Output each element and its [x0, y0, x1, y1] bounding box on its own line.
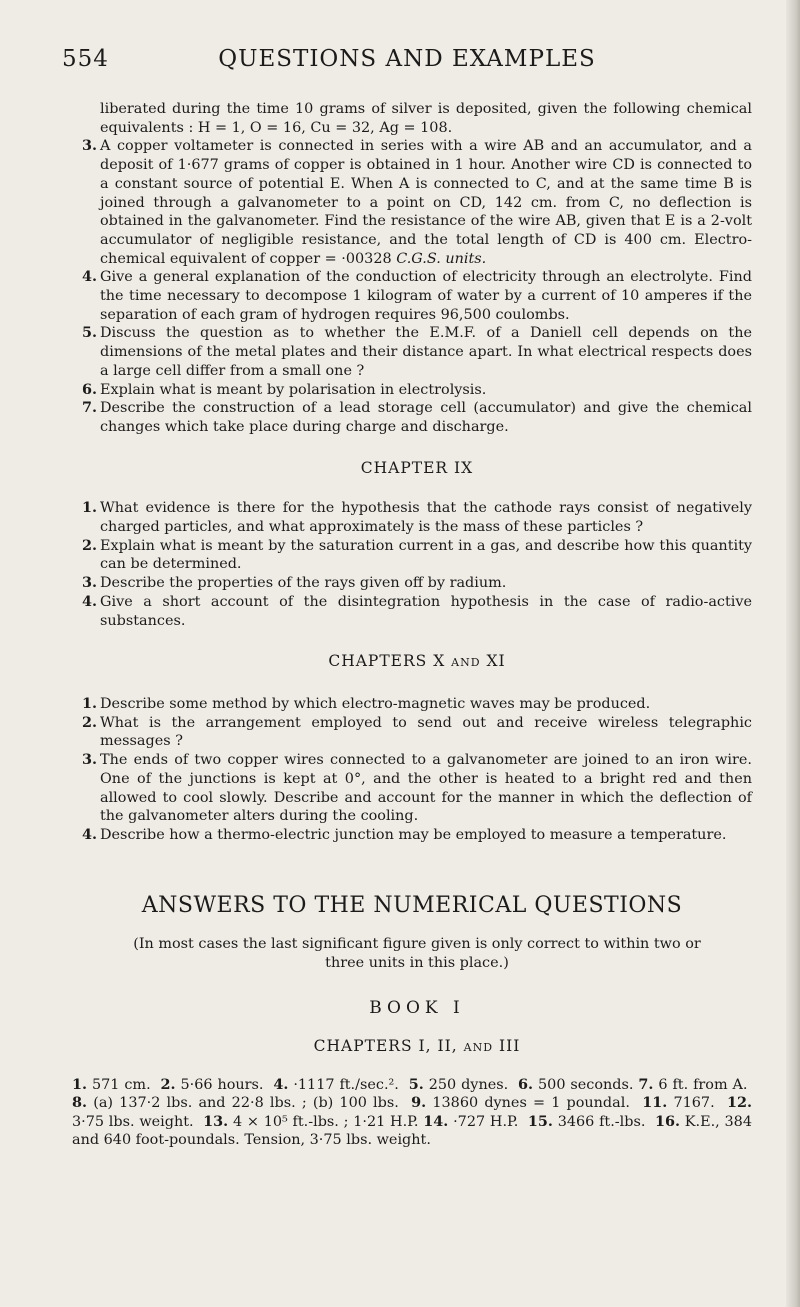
question-item: [82, 751, 752, 826]
answer-text: 250 dynes.: [428, 1077, 509, 1094]
answer-text: ·727 H.P.: [453, 1113, 519, 1130]
question-number: 1.: [82, 694, 98, 712]
chapter-heading: [82, 652, 752, 673]
answer-text: 500 seconds.: [538, 1077, 634, 1094]
answers-title: ANSWERS TO THE NUMERICAL QUESTIONS: [141, 892, 683, 918]
question-number: 3.: [82, 137, 98, 155]
question-text: Describe the construction of a lead storage cell (accumulator) and give the chemical changes which take place during charge and discharge.: [100, 400, 752, 435]
answer-number: 5.: [408, 1076, 424, 1094]
question-text: Explain what is meant by polarisation in electrolysis.: [100, 381, 487, 398]
question-text: Discuss the question as to whether the E.M.F. of a Daniell cell depends on the dimensions of the metal plates and their distance apart. In what electrical respects does a large cell differ from a small one ?: [100, 325, 752, 379]
answers-note: (In most cases the last significant figure given is only correct to within two or three units in this place.): [133, 936, 701, 972]
answer-number: 14.: [423, 1112, 449, 1130]
answer-text: 7167.: [673, 1095, 715, 1112]
chapter-heading-main: CHAPTERS X: [328, 652, 446, 671]
question-item: [82, 137, 752, 268]
answer-text: 5·66 hours.: [180, 1077, 264, 1094]
chapter-heading-end: XI: [486, 652, 506, 671]
question-text: Describe some method by which electro-magnetic waves may be produced.: [100, 695, 651, 712]
answer-text: (a) 137·2 lbs. and 22·8 lbs. ; (b) 100 lbs.: [93, 1095, 399, 1112]
answer-number: 8.: [72, 1094, 88, 1112]
question-text: Describe how a thermo-electric junction may be employed to measure a temperature.: [100, 826, 727, 843]
intro-paragraph: liberated during the time 10 grams of silver is deposited, given the following chemical equivalents : H = 1, O = 16, Cu = 32, Ag = 108.: [100, 101, 752, 136]
question-item: [82, 826, 752, 845]
question-item: [82, 381, 752, 400]
question-number: 2.: [82, 713, 98, 731]
answer-number: 16.: [654, 1112, 681, 1130]
question-item: [82, 399, 752, 436]
question-item: [82, 574, 752, 593]
chapter-heading: CHAPTER IX: [360, 458, 474, 477]
question-item: [82, 324, 752, 380]
chapter-heading: [82, 1037, 752, 1058]
question-italic-units: C.G.S. units.: [396, 250, 487, 267]
chapter-heading-and: AND: [463, 1041, 494, 1055]
answer-number: 13.: [203, 1112, 229, 1130]
question-item: [82, 714, 752, 751]
question-item: [82, 593, 752, 630]
answer-number: 15.: [527, 1112, 553, 1130]
answer-number: 1.: [72, 1076, 88, 1094]
question-number: 5.: [82, 324, 98, 342]
question-item: [82, 268, 752, 324]
question-text: What is the arrangement employed to send out and receive wireless telegraphic messages ?: [100, 714, 752, 750]
question-number: 4.: [82, 825, 98, 843]
question-text: What evidence is there for the hypothesis that the cathode rays consist of negatively charged particles, and what approximately is the mass of these particles ?: [100, 500, 752, 536]
book-heading: BOOK I: [369, 997, 465, 1018]
question-number: 3.: [82, 751, 98, 769]
question-text: A copper voltameter is connected in series with a wire AB and an accumulator, and a deposit of 1·677 grams of copper is obtained in 1 hour. Another wire CD is connected to a constant source of potential E. When A is connected to C, and at the same time B is joined through a galvanometer to a point on CD, 142 cm. from C, no deflection is obtained in the galvanometer. Find the resistance of the wire AB, given that E is a 2-volt accumulator of negligible resistance, and the total length of CD is 400 cm. Electro-chemical equivalent of copper = ·00328: [100, 138, 752, 267]
answer-text: 3466 ft.-lbs.: [557, 1113, 646, 1130]
answer-text: 13860 dynes = 1 poundal.: [432, 1095, 630, 1112]
answer-number: 7.: [638, 1076, 654, 1094]
question-number: 6.: [82, 380, 98, 398]
question-text: Describe the properties of the rays given off by radium.: [100, 575, 507, 592]
page-header: [62, 46, 752, 82]
answer-text: 3·75 lbs. weight.: [72, 1113, 194, 1130]
answers-list: [72, 1076, 752, 1149]
question-number: 4.: [82, 592, 98, 610]
question-text: Explain what is meant by the saturation current in a gas, and describe how this quantity can be determined.: [100, 537, 752, 573]
question-number: 7.: [82, 399, 98, 417]
page-number: 554: [62, 46, 109, 72]
question-number: 2.: [82, 536, 98, 554]
answer-text: 571 cm.: [91, 1077, 151, 1094]
question-item: [82, 695, 752, 714]
question-number: 3.: [82, 574, 98, 592]
answer-number: 4.: [273, 1076, 289, 1094]
answer-number: 6.: [518, 1076, 534, 1094]
answer-number: 9.: [411, 1094, 427, 1112]
running-title: QUESTIONS AND EXAMPLES: [218, 46, 596, 72]
page-body: [72, 100, 753, 1149]
question-text: Give a short account of the disintegration hypothesis in the case of radio-active substances.: [100, 593, 752, 629]
answer-number: 2.: [160, 1076, 176, 1094]
chapter-heading-and: AND: [451, 656, 481, 670]
question-number: 1.: [82, 499, 98, 517]
question-item: [82, 499, 752, 536]
answer-text: 6 ft. from A.: [658, 1077, 748, 1094]
chapter-heading-main: CHAPTERS I, II,: [313, 1037, 458, 1056]
answer-text: K.E., 384 and 640 foot-poundals. Tension, 3·75 lbs. weight.: [72, 1113, 752, 1148]
question-text: Give a general explanation of the conduction of electricity through an electrolyte. Find the time necessary to decompose 1 kilogram of water by a current of 10 amperes if the separation of each gram of hydrogen requires 96,500 coulombs.: [100, 269, 752, 323]
answer-text: ·1117 ft./sec.².: [293, 1077, 399, 1094]
question-number: 4.: [82, 268, 98, 286]
page-edge-shadow: [786, 0, 800, 1307]
answer-text: 4 × 10⁵ ft.-lbs. ; 1·21 H.P.: [232, 1113, 419, 1130]
question-text: The ends of two copper wires connected to a galvanometer are joined to an iron wire. One of the junctions is kept at 0°, and the other is heated to a bright red and then allowed to cool slowly. Describe and account for the manner in which the deflection of the galvanometer alters during the cooling.: [100, 752, 752, 825]
question-item: [82, 537, 752, 574]
chapter-heading-end: III: [498, 1037, 521, 1056]
answer-number: 12.: [726, 1094, 753, 1112]
answer-number: 11.: [642, 1094, 668, 1112]
